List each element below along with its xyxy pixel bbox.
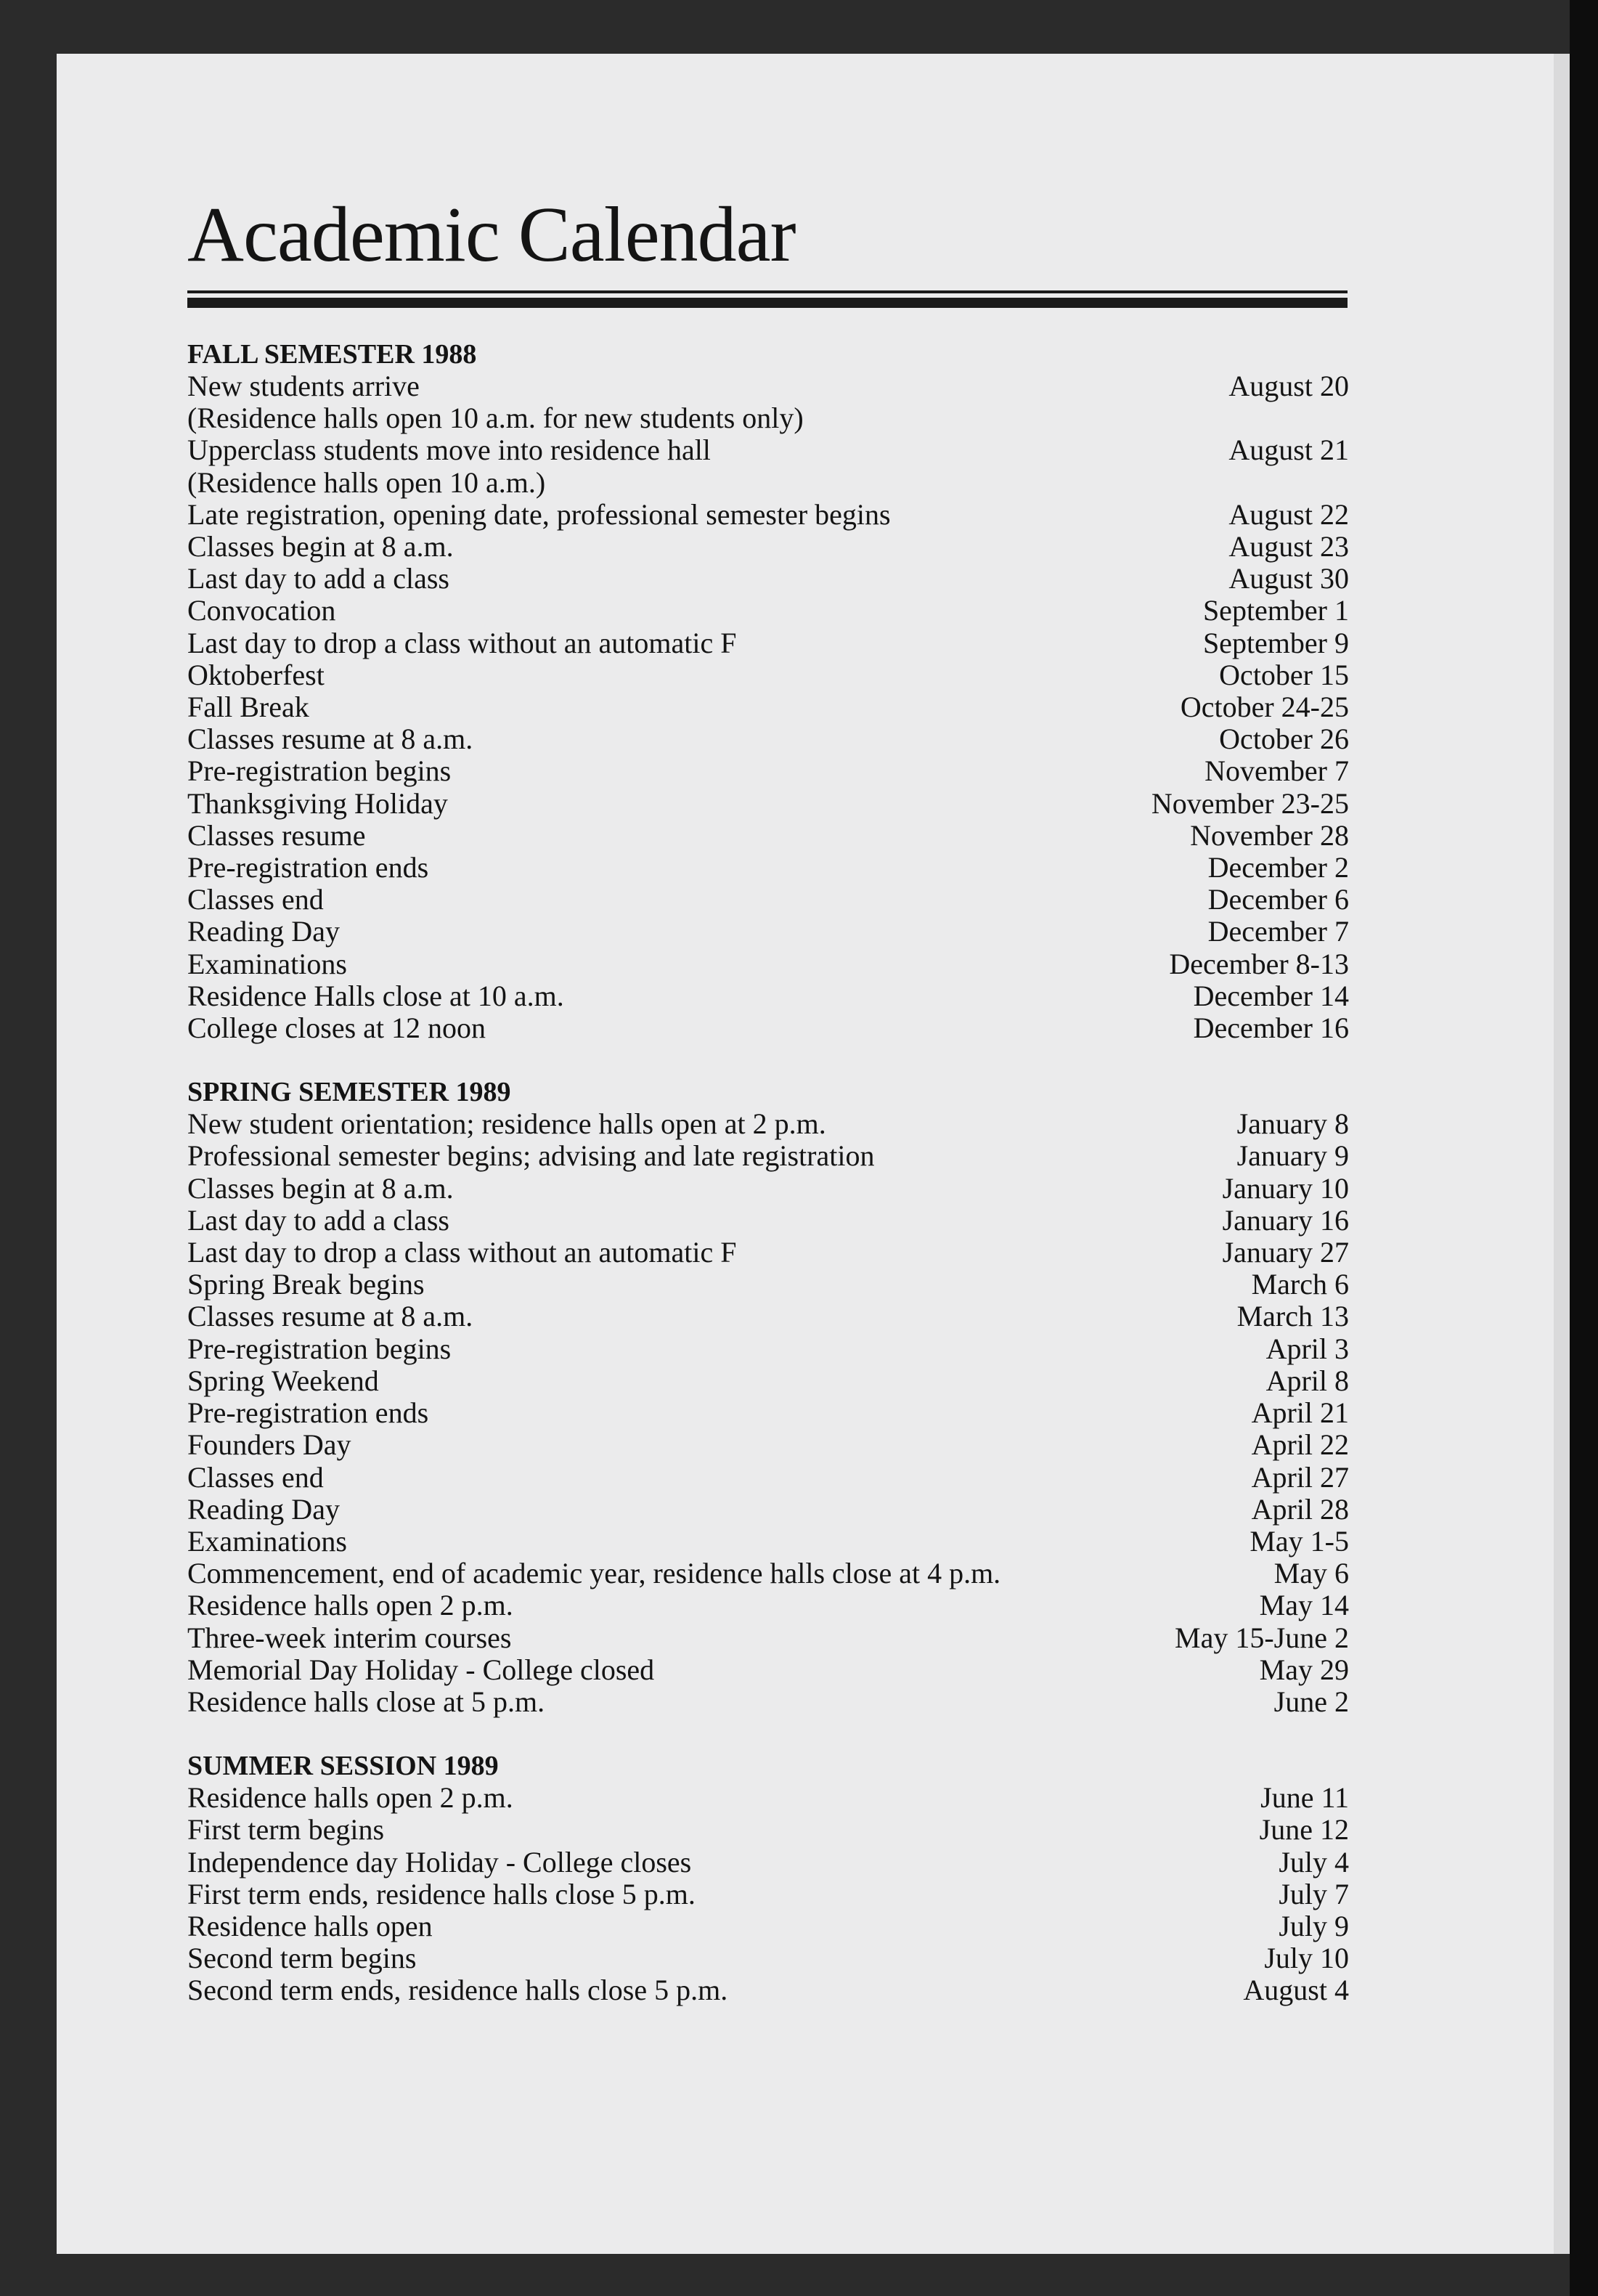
event-label: Classes resume bbox=[187, 818, 366, 852]
calendar-row bbox=[187, 1847, 1349, 1878]
event-label: Oktoberfest bbox=[187, 658, 325, 691]
scan-border-top bbox=[0, 0, 1570, 54]
calendar-row bbox=[187, 627, 1349, 659]
calendar-row bbox=[187, 467, 1349, 499]
event-date: August 21 bbox=[1228, 433, 1349, 467]
event-date: January 10 bbox=[1222, 1171, 1349, 1205]
page-edge bbox=[1554, 54, 1570, 2254]
event-label: Classes begin at 8 a.m. bbox=[187, 530, 454, 563]
event-date: July 7 bbox=[1279, 1877, 1349, 1910]
event-label: Convocation bbox=[187, 594, 336, 627]
event-date: May 15-June 2 bbox=[1175, 1621, 1349, 1654]
event-label: Second term ends, residence halls close 5 p.m. bbox=[187, 1974, 728, 2007]
calendar-row bbox=[187, 884, 1349, 916]
event-date: August 4 bbox=[1243, 1974, 1349, 2007]
calendar-row bbox=[187, 1814, 1349, 1846]
event-date: May 29 bbox=[1259, 1653, 1349, 1686]
event-date: April 8 bbox=[1265, 1364, 1349, 1397]
event-date: March 6 bbox=[1251, 1268, 1349, 1301]
calendar-row bbox=[187, 370, 1349, 402]
event-label: Pre-registration begins bbox=[187, 1332, 452, 1365]
event-date: January 16 bbox=[1222, 1203, 1349, 1237]
event-label: Professional semester begins; advising and late registration bbox=[187, 1139, 875, 1173]
event-label: First term ends, residence halls close 5 p.m. bbox=[187, 1877, 696, 1910]
event-label: Last day to drop a class without an automatic F bbox=[187, 626, 737, 659]
section-heading: SUMMER SESSION 1989 bbox=[187, 1751, 499, 1782]
calendar-row bbox=[187, 788, 1349, 820]
event-date: October 24-25 bbox=[1180, 691, 1349, 724]
calendar-row bbox=[187, 402, 1349, 434]
event-label: (Residence halls open 10 a.m. for new students only) bbox=[187, 402, 804, 435]
calendar-row bbox=[187, 948, 1349, 980]
event-date: December 14 bbox=[1193, 979, 1349, 1012]
event-label: Spring Break begins bbox=[187, 1268, 425, 1301]
calendar-row bbox=[187, 1300, 1349, 1332]
event-date: April 28 bbox=[1251, 1492, 1349, 1526]
calendar-row bbox=[187, 1878, 1349, 1910]
event-date: December 8-13 bbox=[1169, 947, 1349, 980]
event-date: May 1-5 bbox=[1250, 1524, 1349, 1558]
calendar-row bbox=[187, 1974, 1349, 2006]
event-label: Examinations bbox=[187, 947, 347, 980]
calendar-row bbox=[187, 691, 1349, 723]
event-date: January 27 bbox=[1222, 1236, 1349, 1269]
event-label: Upperclass students move into residence hall bbox=[187, 433, 711, 467]
event-label: Reading Day bbox=[187, 915, 340, 948]
event-label: Late registration, opening date, professional semester begins bbox=[187, 497, 891, 531]
title-rule bbox=[187, 290, 1348, 308]
page-title: Academic Calendar bbox=[187, 192, 796, 278]
event-label: Independence day Holiday - College closes bbox=[187, 1845, 692, 1878]
calendar-row bbox=[187, 1108, 1349, 1140]
event-label: Reading Day bbox=[187, 1492, 340, 1526]
event-date: December 16 bbox=[1193, 1011, 1349, 1045]
event-label: Residence halls open 2 p.m. bbox=[187, 1589, 513, 1622]
calendar-row bbox=[187, 1654, 1349, 1686]
event-date: November 28 bbox=[1190, 818, 1349, 852]
event-label: Classes begin at 8 a.m. bbox=[187, 1171, 454, 1205]
calendar-row bbox=[187, 1589, 1349, 1621]
event-date: April 21 bbox=[1251, 1396, 1349, 1430]
calendar-row bbox=[187, 1269, 1349, 1300]
section-spring-semester-1989 bbox=[187, 1076, 1349, 1718]
event-date: July 10 bbox=[1264, 1942, 1349, 1975]
calendar-content bbox=[187, 192, 1349, 2007]
calendar-row bbox=[187, 659, 1349, 691]
calendar-row bbox=[187, 1333, 1349, 1365]
calendar-row bbox=[187, 852, 1349, 884]
event-label: Classes end bbox=[187, 1460, 324, 1494]
calendar-row bbox=[187, 1782, 1349, 1814]
event-date: September 9 bbox=[1202, 626, 1349, 659]
calendar-row bbox=[187, 1558, 1349, 1589]
event-label: Second term begins bbox=[187, 1942, 417, 1975]
section-fall-semester-1988 bbox=[187, 338, 1349, 1044]
event-date: December 6 bbox=[1207, 883, 1349, 916]
event-label: Founders Day bbox=[187, 1428, 351, 1462]
event-date: June 2 bbox=[1273, 1685, 1349, 1718]
calendar-row bbox=[187, 1012, 1349, 1044]
calendar-row bbox=[187, 723, 1349, 755]
calendar-row bbox=[187, 980, 1349, 1012]
event-date: August 30 bbox=[1228, 562, 1349, 595]
event-label: Residence Halls close at 10 a.m. bbox=[187, 979, 564, 1012]
calendar-sections bbox=[187, 338, 1349, 2007]
event-label: Examinations bbox=[187, 1524, 347, 1558]
event-label: (Residence halls open 10 a.m.) bbox=[187, 465, 546, 499]
calendar-row bbox=[187, 916, 1349, 948]
scan-border-right bbox=[1570, 0, 1598, 2296]
title-rule-thick bbox=[187, 298, 1348, 308]
event-label: Residence halls open bbox=[187, 1909, 433, 1942]
calendar-row bbox=[187, 1365, 1349, 1397]
event-label: Classes resume at 8 a.m. bbox=[187, 1300, 473, 1333]
calendar-row bbox=[187, 820, 1349, 852]
calendar-row bbox=[187, 1494, 1349, 1526]
event-date: April 22 bbox=[1251, 1428, 1349, 1462]
calendar-row bbox=[187, 531, 1349, 563]
calendar-row bbox=[187, 755, 1349, 787]
calendar-row bbox=[187, 434, 1349, 466]
event-date: May 6 bbox=[1273, 1557, 1349, 1590]
event-label: Spring Weekend bbox=[187, 1364, 379, 1397]
event-label: Pre-registration ends bbox=[187, 851, 429, 884]
event-date: April 27 bbox=[1251, 1460, 1349, 1494]
event-date: December 2 bbox=[1207, 851, 1349, 884]
scan-border-bottom bbox=[0, 2254, 1570, 2296]
event-date: March 13 bbox=[1236, 1300, 1349, 1333]
calendar-row bbox=[187, 1397, 1349, 1429]
event-date: June 11 bbox=[1260, 1781, 1349, 1815]
calendar-row bbox=[187, 499, 1349, 531]
event-label: New student orientation; residence halls open at 2 p.m. bbox=[187, 1107, 826, 1141]
section-heading: FALL SEMESTER 1988 bbox=[187, 339, 477, 370]
event-date: January 8 bbox=[1236, 1107, 1349, 1141]
event-date: August 23 bbox=[1228, 530, 1349, 563]
event-label: Fall Break bbox=[187, 691, 309, 724]
event-label: Classes resume at 8 a.m. bbox=[187, 722, 473, 756]
calendar-row bbox=[187, 1686, 1349, 1718]
event-date: May 14 bbox=[1259, 1589, 1349, 1622]
event-label: Three-week interim courses bbox=[187, 1621, 512, 1654]
event-date: July 9 bbox=[1279, 1909, 1349, 1942]
calendar-row bbox=[187, 595, 1349, 627]
event-date: November 7 bbox=[1204, 754, 1349, 788]
calendar-row bbox=[187, 1942, 1349, 1974]
event-label: Pre-registration ends bbox=[187, 1396, 429, 1430]
event-date: June 12 bbox=[1259, 1813, 1349, 1847]
event-label: Residence halls open 2 p.m. bbox=[187, 1781, 513, 1815]
event-date: August 22 bbox=[1228, 497, 1349, 531]
calendar-row bbox=[187, 1429, 1349, 1461]
event-date: July 4 bbox=[1279, 1845, 1349, 1878]
calendar-row bbox=[187, 1462, 1349, 1494]
calendar-row bbox=[187, 1526, 1349, 1558]
event-date: October 15 bbox=[1219, 658, 1349, 691]
calendar-row bbox=[187, 1173, 1349, 1205]
calendar-row bbox=[187, 1622, 1349, 1654]
event-date: October 26 bbox=[1219, 722, 1349, 756]
event-label: Classes end bbox=[187, 883, 324, 916]
event-label: Last day to drop a class without an automatic F bbox=[187, 1236, 737, 1269]
calendar-row bbox=[187, 1205, 1349, 1237]
calendar-row bbox=[187, 563, 1349, 595]
event-label: Memorial Day Holiday - College closed bbox=[187, 1653, 655, 1686]
event-label: Last day to add a class bbox=[187, 1203, 449, 1237]
event-label: New students arrive bbox=[187, 370, 420, 402]
event-label: Thanksgiving Holiday bbox=[187, 786, 448, 820]
event-date: September 1 bbox=[1202, 594, 1349, 627]
event-label: Pre-registration begins bbox=[187, 754, 452, 788]
event-label: First term begins bbox=[187, 1813, 385, 1847]
event-label: Last day to add a class bbox=[187, 562, 449, 595]
event-date: November 23-25 bbox=[1151, 786, 1349, 820]
event-date: December 7 bbox=[1207, 915, 1349, 948]
event-label: College closes at 12 noon bbox=[187, 1011, 486, 1045]
event-date: April 3 bbox=[1265, 1332, 1349, 1365]
section-heading: SPRING SEMESTER 1989 bbox=[187, 1077, 511, 1108]
event-date: January 9 bbox=[1236, 1139, 1349, 1173]
event-date: August 20 bbox=[1228, 370, 1349, 402]
calendar-row bbox=[187, 1237, 1349, 1269]
event-label: Commencement, end of academic year, residence halls close at 4 p.m. bbox=[187, 1557, 1001, 1590]
event-label: Residence halls close at 5 p.m. bbox=[187, 1685, 545, 1718]
section-summer-session-1989 bbox=[187, 1750, 1349, 2006]
calendar-row bbox=[187, 1140, 1349, 1172]
calendar-row bbox=[187, 1910, 1349, 1942]
